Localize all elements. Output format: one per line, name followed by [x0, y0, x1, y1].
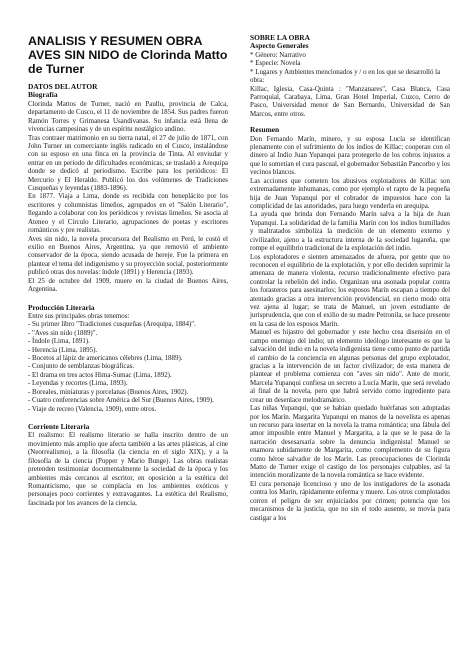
work-item: - Viaje de recreo (Valencia, 1909), entre otros.	[28, 404, 157, 413]
general-aspects-heading: Aspecto Generales	[250, 41, 309, 51]
work-item: - Su primer libro "Tradiciones cusqueñas (Arequipa, 1884)".	[28, 320, 196, 329]
summary-paragraph: La ayuda que brinda don Fernando Marín salva a la hija de Juan Yupanqui. La solidaridad de la familia Marín con los indios humillados y maltratados simboliza la medición de un elemento externo y civilizador, ajeno a la estructura interna de la sociedad lugareña, que rompe el equilibrio tradicional de la explotación del indio.	[250, 210, 450, 253]
literary-current-heading: Corriente Literaria	[28, 421, 90, 431]
summary-paragraph: Los explotadores e sienten amenazados de afuera, por gente que no reconocen el equilibrio de la explotación, y por ello deciden suprimir la amenaza de manera violenta, recurso tradicionalmente efectivo para controlar la rebelión del indio. Organizan una asonada popular contra los forasteros para asesinarlos; los esposos Marín escapan a tiempo del atentado gracias a otra intervención providencial, en cierto modo otra vez ajena al lugar; se trata de Manuel, un joven estudiante de jurisprudencia, que con el exilio de su madre Petronila, se hace presente en la casa de los esposos Marín.	[250, 252, 450, 328]
work-item: - Índole (Lima, 1891).	[28, 337, 90, 346]
bio-paragraph: Clorinda Mattos de Turner, nació en Paullu, provincia de Calca, departamento de Cusco, el 11 de noviembre de 1854. Sus padres fueron Ramón Torres y Grimanesa Usandivanas. Su infancia está llena de vivencias campesinas y de un espíritu nostálgico andino.	[28, 99, 228, 134]
summary-paragraph: El cura personaje licencioso y uno de los instigadores de la asonada contra los Marín, rápidamente enferma y muere. Los otros complotados corren el peligro de ser enjuiciados por crimen; potencia que los mecanismos de la justicia, que no sin el todo ausente, se movía para castigar a los	[250, 479, 450, 522]
general-item: * Género: Narrativo	[250, 50, 306, 59]
author-data-heading: DATOS DEL AUTOR	[28, 82, 98, 91]
summary-heading: Resumen	[250, 125, 280, 135]
bio-paragraph: En 1877. Viaja a Lima, donde es recibida con beneplácito por los escritores y columnistas limeños, agrupados en el "Salón Literario", llegando a colaborar con los periódicos y revistas limeños. Se asocia al Ateneo y el Círculo Literario, agrupaciones de poetas y escritores románticos y pre realistas.	[28, 192, 228, 235]
summary-paragraph: Las niñas Yupanqui, que se habían quedado huérfanas son adoptadas por los Marín. Margarita Yupanqui en manos de la novelista es apenas un recurso para insertar en la novela la trama romántica; una fábula del amor imposible entre Manuel y Margarita, a la que se le pasa de la narración desesarsaría sobre la denuncia indigenista! Manuel se enamora subidamente de Margarita, como complemento de su figura como héroe salvador de los Marín. Las preocupaciones de Clorinda Matto de Turner exige el castigo de los personajes culpables, así la intención moralizante de la novela romántica se hace evidente.	[250, 404, 450, 480]
summary-paragraph: Las acciones que cometen los abusivos explotadores de Killac son extremadamente inhumanas, como por ejemplo el rapto de la pequeña hija de Juan Yupanqui por el cobrador de impuestos hace con la complicidad de las autoridades, para luego venderla en arequipa.	[250, 176, 450, 210]
document-title: ANALISIS Y RESUMEN OBRA AVES SIN NIDO de Clorinda Matto de Turner	[28, 34, 228, 76]
bio-paragraph: Tras contraer matrimonio en su tierra natal, el 27 de julio de 1871, con John Turner un comerciante inglés radicado en el Cusco, instalándose con su esposo en una finca en la provincia de Tinta. Al enviudar y entrar en un periodo de dificultades económicas, se trasladó a Arequipa donde se dedicó al periodismo. Escribe para los periódicos: El Mercurio y El Heraldo. Publicó los dos volúmenes de Tradiciones Cusqueñas y leyendas (1883-1896).	[28, 133, 228, 193]
work-item: - Boreales, miniaturas y porcelanas (Buenos Aires, 1902).	[28, 387, 189, 396]
bio-paragraph: El 25 de octubre del 1909, muere en la ciudad de Buenos Aires, Argentina.	[28, 276, 228, 294]
work-item: - Bocetos al lápiz de americanos célebres (Lima, 1889).	[28, 354, 183, 363]
left-column	[28, 34, 228, 507]
general-aspects-list	[250, 51, 450, 85]
summary-paragraph: Manuel es hijastro del gobernador y este hecho crea disensión en el campo enemigo del indio; un elemento ideólogo interesante es que la salvación del indio en la novela indigenista tiene como punto de partida el cambio de la conciencia en algunas personas del grupo explotador, gracias a la intervención de un factor civilizador; de esta manera de plantear el problema comienza con "aves sin nido". Ante de morir, Marcela Yupanqui confiesa un secreto a Lucía Marín, que será revelado al final de la novela, pero que habrá servido como ingrediente para crear un desenlace melodramático.	[250, 328, 450, 404]
places-text: Killac, Iglesia, Casa-Quinta : "Manzanares", Casa Blanca, Casa Parroquial, Carabaya, Lima, Gran Hotel Imperial, Cuzco, Cerro de Pasco, Universidad menor de San Bernardo, Universidad de San Marcos, entre otros.	[250, 84, 450, 118]
work-item: - Conjunto de semblanzas biográficas.	[28, 362, 135, 371]
work-item: - Herencia (Lima, 1895).	[28, 345, 98, 354]
biography-heading: Biografía	[28, 90, 58, 100]
literary-current-text: El realismo: El realismo literario se halla inscrito dentro de un movimiento más amplio que afecta también a las artes plásticas, al cine (Neorrealismo), a la filosofía (la ciencia en el siglo XIX), y a la filosofía de la ciencia (Popper y Mario Bunge). Las obras realistas pretenden testimoniar documentalmente la sociedad de la época y los ambientes más cercanos al escritor, en oposición a la estética del Romanticismo, que se complacía en los ambientes exóticos y personajes poco corrientes y extravagantes. La estética del Realismo, fascinada por los avances de la ciencia,	[28, 431, 228, 507]
production-heading: Producción Literaria	[28, 302, 95, 312]
work-item: - Leyendas y recortes (Lima, 1893).	[28, 379, 128, 388]
general-item: * Lugares y Ambientes mencionados y / o en los que se desarrolló la obra:	[250, 67, 441, 85]
right-column	[250, 34, 450, 522]
work-item: - "Aves sin nido (1889)".	[28, 328, 98, 337]
work-item: - Cuatro conferencias sobre América del Sur (Buenos Aires, 1909).	[28, 396, 214, 405]
general-item: * Especie: Novela	[250, 59, 301, 68]
production-intro: Entre sus principales obras tenemos:	[28, 311, 130, 320]
bio-paragraph: Aves sin nido, la novela precursora del Realismo en Perú, le costó el exilio en Buenos Aires, Argentina, ya que removió el ambiente conservador de la época, siendo acusada de hereje. Fue la primera en plantear el tema del indigenismo y su proyección social, posteriormente publicó otras dos novelas: índole (1891) y Herencia (1893).	[28, 234, 228, 277]
work-item: - El drama en tres actos Hima-Sumac (Lima, 1892).	[28, 370, 172, 379]
works-list	[28, 320, 228, 413]
summary-paragraph: Don Fernando Marín, minero, y su esposa Lucía se identifican plenamente con el sufrimiento de los indios de Killac; cooperan con el dinero al Indio Juan Yupanqui para protegerlo de los cobros injustos a que lo sometían el cura pascual, el gobernador Sebastián Pancorbo y los vecinos blancos.	[250, 134, 450, 177]
about-work-heading: SOBRE LA OBRA	[250, 33, 310, 42]
